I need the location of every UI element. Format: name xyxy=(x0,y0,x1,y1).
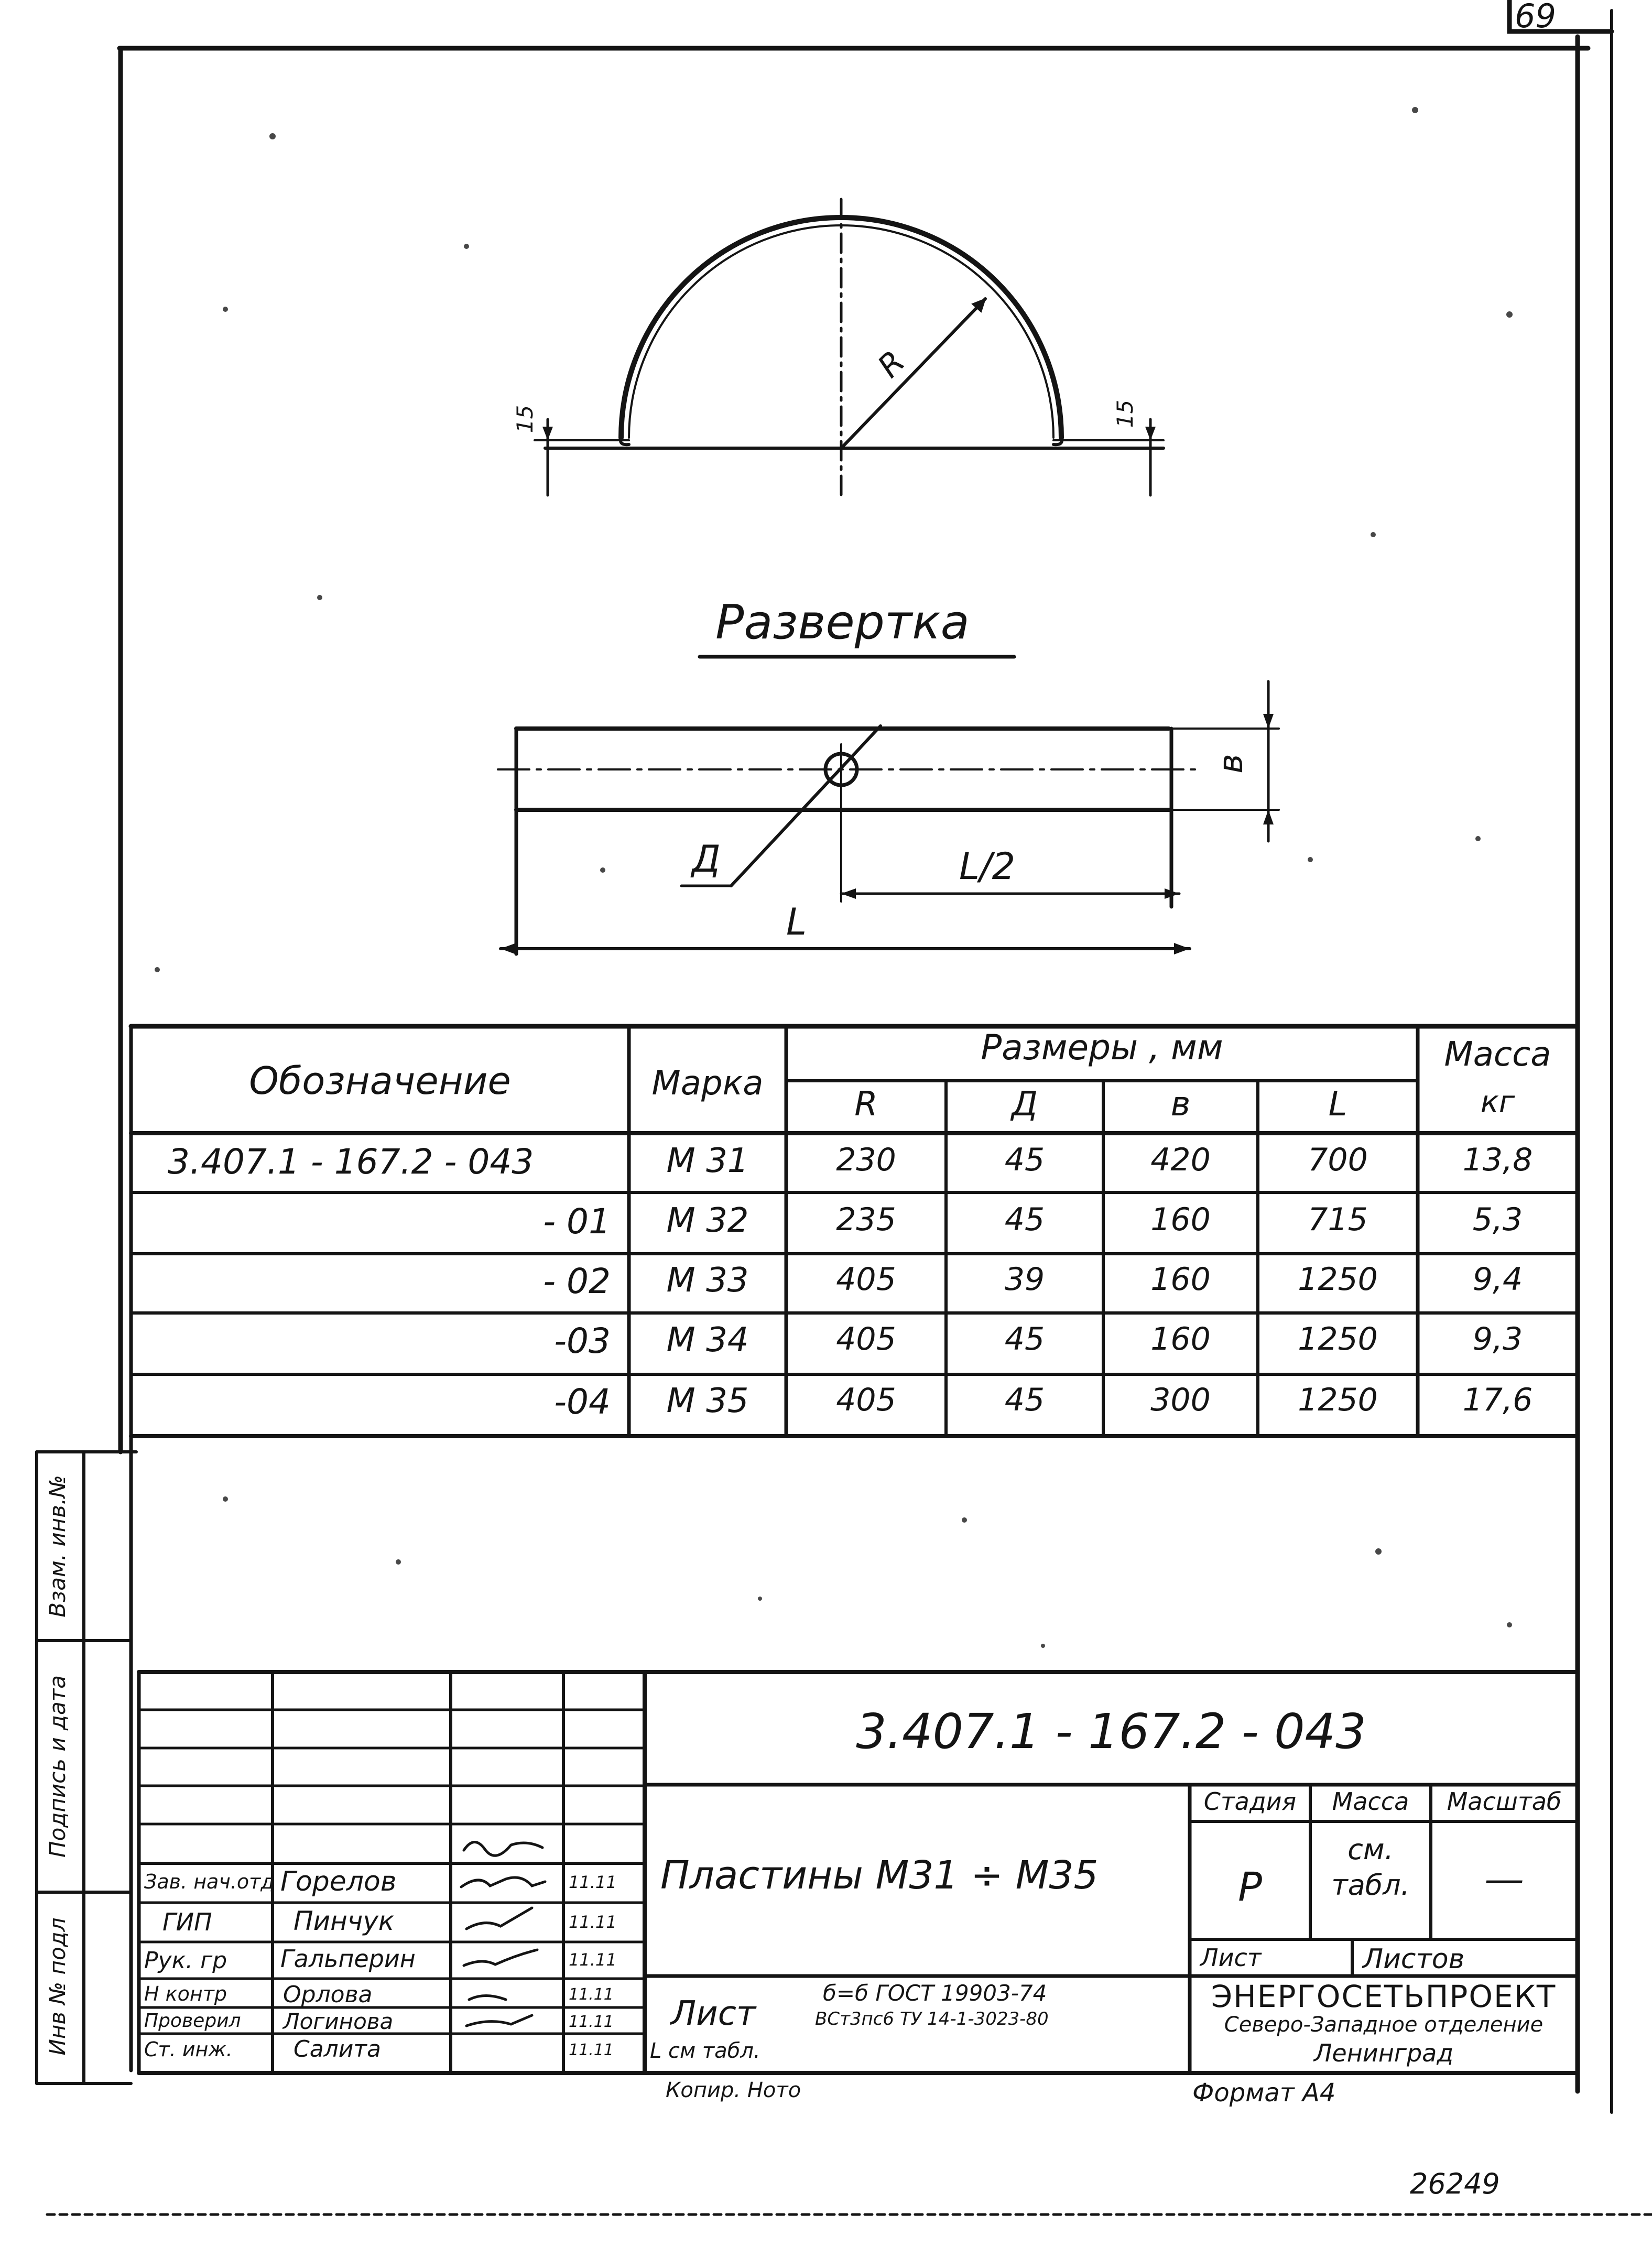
header-mass: Масса xyxy=(1444,1035,1551,1074)
header-mass-unit: кг xyxy=(1480,1084,1515,1120)
scale-label: Масштаб xyxy=(1447,1787,1562,1816)
row-d: 45 xyxy=(1004,1201,1045,1238)
width-label: в xyxy=(1211,754,1251,774)
row-b: 160 xyxy=(1150,1321,1211,1358)
header-col-d: Д xyxy=(1012,1085,1038,1124)
material-line-3: L см табл. xyxy=(650,2039,760,2063)
copied-label: Копир. Ното xyxy=(666,2078,801,2102)
staff-role: Рук. гр xyxy=(144,1947,227,1974)
org-branch: Северо-Западное отделение xyxy=(1224,2013,1544,2037)
stage-value: Р xyxy=(1238,1863,1262,1910)
side-replace-inv: Взам. инв.№ xyxy=(45,1475,70,1618)
row-mark: М 35 xyxy=(666,1382,749,1420)
header-col-l: L xyxy=(1328,1085,1347,1124)
mass-value: см. табл. xyxy=(1331,1833,1410,1902)
row-d: 39 xyxy=(1004,1261,1045,1298)
document-code: 3.407.1 - 167.2 - 043 xyxy=(856,1703,1366,1760)
side-inv-no: Инв № подл xyxy=(45,1917,70,2056)
staff-name: Гальперин xyxy=(280,1945,416,1973)
row-designation: - 02 xyxy=(543,1261,611,1301)
row-l: 1250 xyxy=(1298,1382,1378,1418)
signature-strokes xyxy=(453,1824,561,2034)
staff-date: 11.11 xyxy=(569,1950,617,1970)
row-r: 405 xyxy=(836,1382,896,1418)
staff-role: ГИП xyxy=(162,1908,212,1936)
row-mark: М 31 xyxy=(666,1142,749,1180)
row-mass: 17,6 xyxy=(1462,1382,1533,1418)
row-l: 1250 xyxy=(1298,1261,1378,1298)
header-mark: Марка xyxy=(651,1064,764,1103)
radius-label: R xyxy=(871,343,912,385)
unfold-title: Развертка xyxy=(715,595,970,650)
header-col-r: R xyxy=(854,1085,878,1124)
row-designation: -04 xyxy=(554,1382,611,1422)
mass-label: Масса xyxy=(1332,1787,1409,1816)
header-col-b: в xyxy=(1170,1085,1191,1124)
half-length-label: L/2 xyxy=(959,845,1016,888)
row-b: 160 xyxy=(1150,1201,1211,1238)
staff-name: Логинова xyxy=(283,2009,394,2034)
row-mark: М 34 xyxy=(666,1321,749,1360)
row-r: 405 xyxy=(836,1261,896,1298)
row-mark: М 32 xyxy=(666,1201,749,1240)
format-label: Формат А4 xyxy=(1192,2078,1336,2108)
row-d: 45 xyxy=(1004,1382,1045,1418)
row-d: 45 xyxy=(1004,1321,1045,1358)
row-b: 300 xyxy=(1150,1382,1211,1418)
header-designation: Обозначение xyxy=(249,1059,511,1103)
staff-role: Зав. нач.отд xyxy=(144,1870,275,1893)
row-mass: 13,8 xyxy=(1462,1142,1533,1178)
staff-date: 11.11 xyxy=(569,1872,617,1892)
left-thickness-label: 15 xyxy=(512,405,538,433)
staff-date: 11.11 xyxy=(569,1912,617,1932)
staff-name: Орлова xyxy=(283,1981,373,2008)
sheet-number: 69 xyxy=(1515,0,1556,35)
row-mark: М 33 xyxy=(666,1261,749,1300)
material-line-2: ВСт3пс6 ТУ 14-1-3023-80 xyxy=(815,2009,1049,2029)
org-city: Ленинград xyxy=(1313,2039,1454,2067)
row-r: 230 xyxy=(836,1142,896,1178)
row-mass: 9,4 xyxy=(1472,1261,1523,1298)
length-label: L xyxy=(786,900,807,943)
row-b: 420 xyxy=(1150,1142,1211,1178)
row-r: 405 xyxy=(836,1321,896,1358)
document-name: Пластины М31 ÷ М35 xyxy=(660,1853,1099,1898)
org-name: ЭНЕРГОСЕТЬПРОЕКТ xyxy=(1211,1979,1557,2014)
staff-role: Проверил xyxy=(144,2010,241,2032)
sheet-label: Лист xyxy=(1200,1944,1262,1972)
row-l: 715 xyxy=(1308,1201,1368,1238)
staff-date: 11.11 xyxy=(569,2041,614,2059)
staff-date: 11.11 xyxy=(569,1985,614,2004)
row-designation: - 01 xyxy=(543,1201,611,1242)
archive-number: 26249 xyxy=(1410,2167,1500,2200)
material-line-1: б=б ГОСТ 19903-74 xyxy=(823,1980,1047,2006)
row-d: 45 xyxy=(1004,1142,1045,1178)
sheets-label: Листов xyxy=(1363,1944,1465,1975)
row-designation: -03 xyxy=(554,1321,611,1361)
row-mass: 9,3 xyxy=(1472,1321,1523,1358)
row-r: 235 xyxy=(836,1201,896,1238)
side-sign-date: Подпись и дата xyxy=(45,1675,70,1858)
scale-value: — xyxy=(1484,1855,1524,1902)
staff-name: Горелов xyxy=(280,1866,397,1897)
material-word: Лист xyxy=(671,1994,756,2033)
header-sizes: Размеры , мм xyxy=(981,1027,1223,1068)
staff-role: Н контр xyxy=(144,1982,227,2005)
row-designation: 3.407.1 - 167.2 - 043 xyxy=(168,1142,534,1182)
staff-role: Ст. инж. xyxy=(144,2038,233,2061)
row-mass: 5,3 xyxy=(1472,1201,1523,1238)
staff-date: 11.11 xyxy=(569,2013,614,2031)
stage-label: Стадия xyxy=(1203,1787,1297,1816)
right-thickness-label: 15 xyxy=(1112,399,1138,428)
row-l: 700 xyxy=(1308,1142,1368,1178)
staff-name: Пинчук xyxy=(294,1906,395,1936)
hole-label: Д xyxy=(692,838,721,881)
row-b: 160 xyxy=(1150,1261,1211,1298)
staff-name: Салита xyxy=(294,2036,381,2063)
row-l: 1250 xyxy=(1298,1321,1378,1358)
